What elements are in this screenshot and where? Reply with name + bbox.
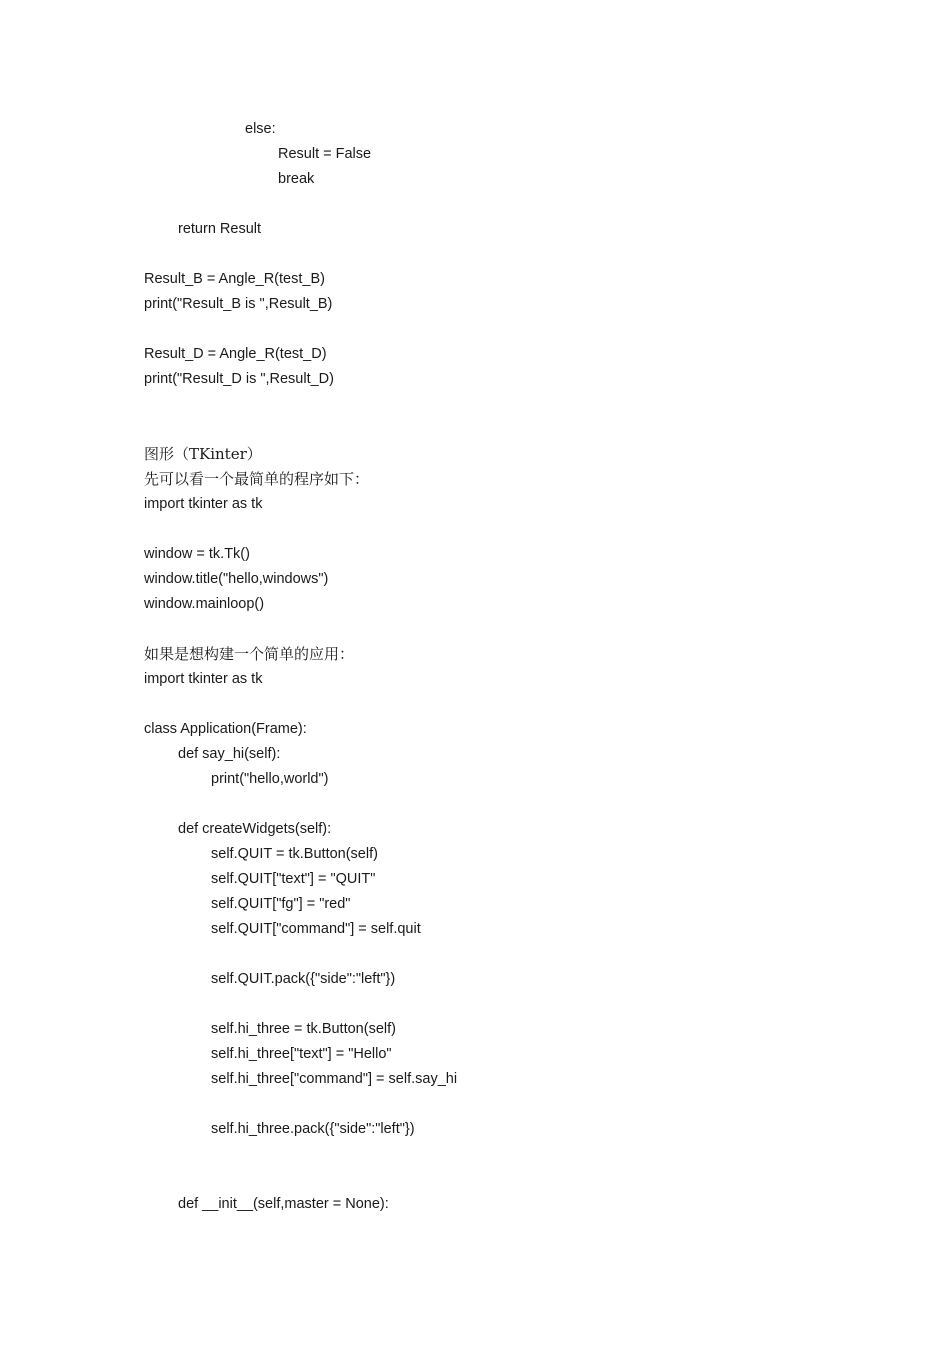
code-line: print("Result_B is ",Result_B) <box>144 296 333 312</box>
code-line: return Result <box>178 221 262 237</box>
code-line: break <box>278 171 315 187</box>
code-line: print("hello,world") <box>211 771 329 787</box>
code-line: Result = False <box>278 146 372 162</box>
code-line: self.hi_three = tk.Button(self) <box>211 1021 396 1037</box>
code-line: def say_hi(self): <box>178 746 281 762</box>
code-line: print("Result_D is ",Result_D) <box>144 371 334 387</box>
code-line: import tkinter as tk <box>144 496 263 512</box>
code-line: self.QUIT["command"] = self.quit <box>211 921 421 937</box>
body-text: 先可以看一个最简单的程序如下： <box>144 470 370 488</box>
code-line: else: <box>245 121 276 137</box>
code-line: class Application(Frame): <box>144 721 307 737</box>
code-line: self.QUIT["text"] = "QUIT" <box>211 871 376 887</box>
code-line: window.title("hello,windows") <box>144 571 329 587</box>
code-line: self.QUIT.pack({"side":"left"}) <box>211 971 396 987</box>
body-text: 如果是想构建一个简单的应用： <box>144 645 355 663</box>
section-heading: 图形（TKinter） <box>144 445 262 463</box>
code-line: def createWidgets(self): <box>178 821 332 837</box>
code-line: self.QUIT = tk.Button(self) <box>211 846 378 862</box>
code-line: Result_D = Angle_R(test_D) <box>144 346 327 362</box>
code-line: self.QUIT["fg"] = "red" <box>211 896 351 912</box>
code-line: self.hi_three.pack({"side":"left"}) <box>211 1121 415 1137</box>
code-line: def __init__(self,master = None): <box>178 1196 389 1212</box>
code-line: window = tk.Tk() <box>144 546 250 562</box>
code-line: self.hi_three["command"] = self.say_hi <box>211 1071 458 1087</box>
code-line: window.mainloop() <box>144 596 265 612</box>
code-line: Result_B = Angle_R(test_B) <box>144 271 325 287</box>
code-line: self.hi_three["text"] = "Hello" <box>211 1046 392 1062</box>
code-line: import tkinter as tk <box>144 671 263 687</box>
